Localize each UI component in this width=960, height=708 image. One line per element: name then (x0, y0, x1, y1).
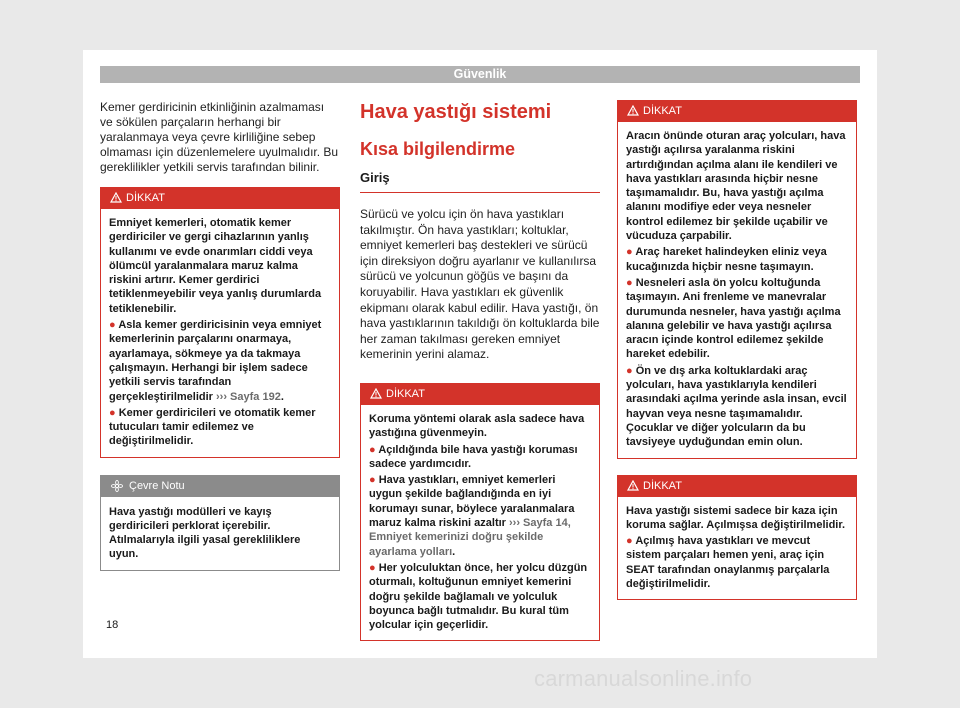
bullet-tail: . (452, 545, 456, 558)
warning-text: Aracın önünde oturan araç yolcuları, hava yastığı açılırsa yaralanma riskini artırdığından açılma alanı ile kendileri ve hava yastıkları arasında hiçbir nesne taşımamalıdır. Bu, hava yastığı açılma alanını modifiye eder veya nesneler kontrol edilemez bir şekilde uçabilir ve vücuduza çarpabilir. (626, 130, 846, 243)
page-number: 18 (106, 619, 119, 631)
section-title: Giriş (360, 170, 600, 193)
warning-bullet (109, 406, 331, 449)
note-text: Hava yastığı modülleri ve kayış gerdiricileri perklorat içerebilir. Atılmalarıyla ilgili yasal gerekliliklere uyun. (109, 505, 301, 560)
warning-bullet (626, 364, 848, 450)
warning-header (361, 384, 599, 405)
warning-triangle-icon (370, 388, 382, 399)
bullet-text: Kemer gerdiricileri ve otomatik kemer tutucuları tamir edilemez ve değiştirilmelidir. (109, 406, 316, 448)
warning-triangle-icon (110, 192, 122, 203)
column-2 (360, 100, 600, 641)
intro-paragraph: Kemer gerdiricinin etkinliğinin azalmaması ve sökülen parçaların herhangi bir yaralanmaya veya çevre kirliliğine sebep olmaması için düzenlemelere uyulmalıdır. Bu gereklilikler yetkili servis tarafından bilinir. (100, 100, 339, 174)
note-header (101, 476, 339, 497)
bullet-text: Açıldığında bile hava yastığı koruması sadece yardımcıdır. (369, 443, 578, 470)
bullet-text: Nesneleri asla ön yolcu koltuğunda taşımayın. Ani frenleme ve manevralar durumunda nesneler, hava yastığı açılma alanına gelebilir ve hava yastığı açılırsa aracın içinde kontrol edilemez şekilde hareket edebilir. (626, 276, 841, 361)
warning-header (618, 101, 856, 122)
warning-body (618, 122, 856, 458)
chapter-title: Hava yastığı sistemi (360, 101, 552, 123)
warning-bullet (626, 276, 848, 362)
bullet-dot: ● (626, 535, 633, 548)
subchapter-title: Kısa bilgilendirme (360, 139, 516, 159)
bullet-text: Hava yastıkları, emniyet kemerleri uygun şekilde bağlandığında en iyi korumayı sunar, böylece yaralanmalara maruz kalma riskini azaltır (369, 474, 575, 530)
warning-header (618, 476, 856, 497)
warning-box-1 (100, 187, 340, 458)
warning-box-2 (360, 383, 600, 641)
bullet-dot: ● (109, 406, 116, 419)
page-reference-link[interactable]: ››› Sayfa 14, Emniyet kemerinizi doğru şekilde ayarlama yolları (369, 517, 571, 558)
bullet-dot: ● (626, 364, 633, 377)
warning-title: DİKKAT (386, 387, 425, 400)
warning-body (101, 209, 339, 457)
column-3 (617, 100, 857, 600)
warning-bullet (626, 245, 848, 274)
section-header: Güvenlik (100, 66, 860, 83)
warning-text: Emniyet kemerleri, otomatik kemer gerdiriciler ve gergi cihazlarının yanlış kullanımı ve evde onarımları ciddi veya ölümcül yaralanmalara maruz kalma riskini artırır. Kemer gerdirici tetiklenmeyebilir veya yanlış durumlarda tetiklenebilir. (109, 217, 322, 315)
bullet-dot: ● (369, 474, 376, 487)
bullet-dot: ● (109, 319, 116, 332)
warning-title: DİKKAT (643, 479, 682, 492)
bullet-tail: . (280, 390, 284, 403)
environment-note-box (100, 475, 340, 571)
warning-triangle-icon (627, 105, 639, 116)
warning-bullet (369, 561, 591, 632)
warning-header (101, 188, 339, 209)
bullet-text: Araç hareket halindeyken eliniz veya kucağınızda hiçbir nesne taşımayın. (626, 246, 827, 273)
note-title: Çevre Notu (129, 479, 185, 492)
section-body: Sürücü ve yolcu için ön hava yastıkları takılmıştır. Ön hava yastıkları; koltuklar, emniyet kemerleri baş destekleri ve sürücü için direksiyon doğru ayarlanır ve kullanılırsa sürücü ve yolcunun göğüs ve başını da koruyabilir. Hava yastıkları ek güvenlik ekipmanı olarak kabul edilir. Hava yastığı, ön hava yastıklarının takıldığı ön koltuklarda bile her zaman takılması gereken emniyet kemerinin yerini alamaz. (360, 207, 600, 362)
warning-bullet (369, 473, 591, 559)
bullet-dot: ● (626, 246, 633, 259)
warning-text: Hava yastığı sistemi sadece bir kaza için koruma sağlar. Açılmışsa değiştirilmelidir. (626, 504, 846, 531)
column-1 (100, 100, 340, 571)
warning-box-4 (617, 475, 857, 601)
bullet-text: Açılmış hava yastıkları ve mevcut sistem parçaları hemen yeni, araç için SEAT tarafından onaylanmış parçalarla değiştirilmelidir. (626, 535, 830, 591)
watermark: carmanualsonline.info (534, 666, 753, 691)
bullet-text: Ön ve dış arka koltuklardaki araç yolcuları, hava yastıklarıyla kendileri arasındaki açılma yerinde asla insan, evcil hayvan veya nesne taşımamalıdır. Çocuklar ve diğer yolcuların da bu tavsiyeye uyduğundan emin olun. (626, 364, 847, 449)
bullet-dot: ● (369, 443, 376, 456)
warning-title: DİKKAT (643, 105, 682, 117)
warning-title: DİKKAT (126, 192, 165, 204)
bullet-dot: ● (369, 561, 376, 574)
warning-body (361, 405, 599, 640)
warning-bullet (626, 534, 848, 591)
bullet-text: Her yolculuktan önce, her yolcu düzgün oturmalı, koltuğunun emniyet kemerini doğru şekilde bağlamalı ve yolculuk boyunca bağlı tutmalıdır. Bu kural tüm yolcular için geçerlidir. (369, 561, 588, 632)
warning-triangle-icon (627, 480, 639, 491)
bullet-dot: ● (626, 276, 633, 289)
environment-flower-icon (111, 480, 123, 492)
bullet-text: Asla kemer gerdiricisinin veya emniyet kemerlerinin parçalarını onarmaya, ayarlamaya, sökmeye ya da takmaya çalışmayın. Herhangi bir işlem sadece yetkili servis tarafından gerçekleştirilmelidir (109, 319, 322, 403)
page-reference-link[interactable]: ››› Sayfa 192 (216, 390, 281, 403)
warning-bullet (109, 318, 331, 404)
warning-body (618, 497, 856, 600)
warning-box-3 (617, 100, 857, 459)
warning-bullet (369, 443, 591, 472)
warning-text: Koruma yöntemi olarak asla sadece hava yastığına güvenmeyin. (369, 412, 585, 440)
